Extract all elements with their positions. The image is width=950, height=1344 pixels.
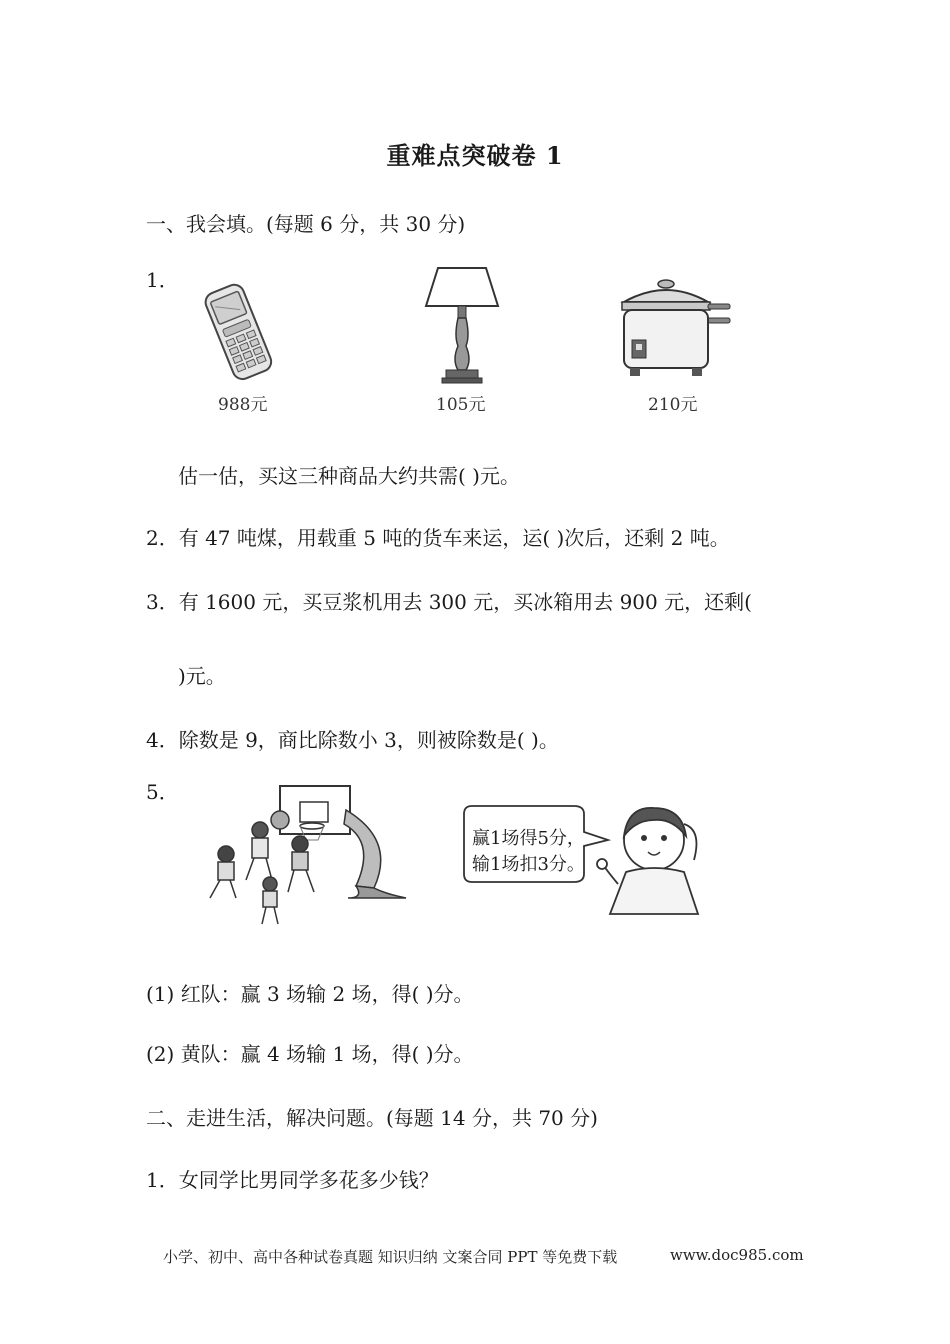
q2-text: 2．有 47 吨煤，用载重 5 吨的货车来运，运( )次后，还剩 2 吨。 bbox=[146, 526, 730, 550]
q1-number: 1． bbox=[146, 268, 179, 292]
rice-cooker-image bbox=[616, 278, 732, 382]
page-title: 重难点突破卷 1 bbox=[386, 141, 564, 170]
q5-sub2: (2) 黄队：赢 4 场输 1 场，得( )分。 bbox=[146, 1042, 474, 1066]
lamp-image bbox=[424, 266, 500, 386]
section2-q1: 1．女同学比男同学多花多少钱？ bbox=[146, 1168, 439, 1192]
q3-line2: )元。 bbox=[178, 664, 226, 688]
speech-line-1: 赢1场得5分， bbox=[472, 828, 585, 849]
q1-text: 估一估，买这三种商品大约共需( )元。 bbox=[178, 464, 520, 488]
phone-price: 988元 bbox=[218, 395, 268, 415]
footer-text: 小学、初中、高中各种试卷真题 知识归纳 文案合同 PPT 等免费下载 bbox=[163, 1248, 618, 1266]
lamp-price: 105元 bbox=[436, 395, 486, 415]
q5-number: 5． bbox=[146, 780, 179, 804]
speech-line-2: 输1场扣3分。 bbox=[472, 854, 585, 875]
section1-heading: 一、我会填。(每题 6 分，共 30 分) bbox=[146, 212, 466, 236]
rice-cooker-price: 210元 bbox=[648, 395, 698, 415]
section2-heading: 二、走进生活，解决问题。(每题 14 分，共 70 分) bbox=[146, 1106, 598, 1130]
footer-url[interactable]: www.doc985.com bbox=[670, 1246, 804, 1264]
q5-sub1: (1) 红队：赢 3 场输 2 场，得( )分。 bbox=[146, 982, 474, 1006]
q3-line1: 3．有 1600 元，买豆浆机用去 300 元，买冰箱用去 900 元，还剩( bbox=[146, 590, 752, 614]
q4-text: 4．除数是 9，商比除数小 3，则被除数是( )。 bbox=[146, 728, 559, 752]
phone-image bbox=[196, 280, 280, 382]
basketball-image bbox=[196, 780, 410, 930]
